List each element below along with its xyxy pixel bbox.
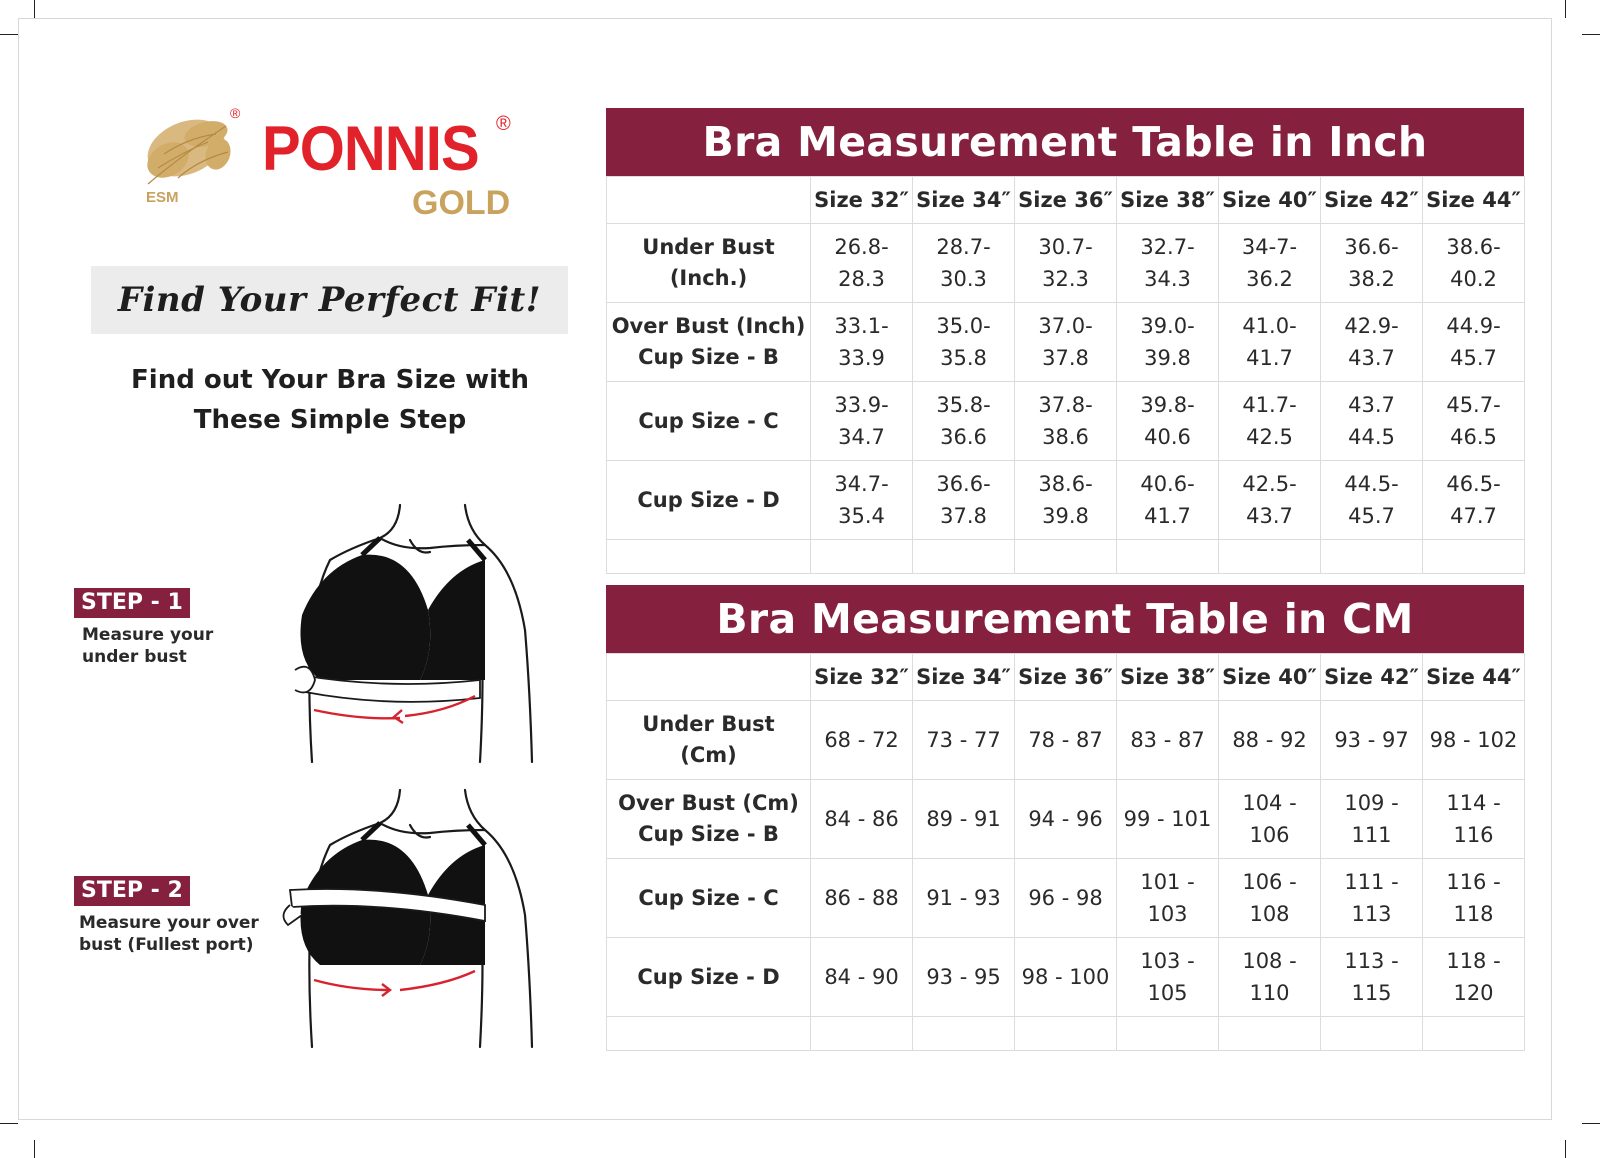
measurement-cell [811,224,913,303]
size-header: Size 36″ [1015,177,1117,224]
table-row [607,859,1525,938]
measurement-cell [1423,859,1525,938]
row-label-line: Under Bust [642,712,775,736]
measurement-line: 44.5- [1344,472,1399,496]
measurement-cell [1015,224,1117,303]
inch-table-grid [606,176,1525,574]
measurement-line: 34.7 [838,425,885,449]
measurement-line: 28.7- [936,235,991,259]
measurement-line: 35.8 [940,346,987,370]
step-2-description [79,912,259,956]
size-header: Size 32″ [811,177,913,224]
crop-mark [34,1140,35,1158]
measurement-cell [811,701,913,780]
table-row [607,382,1525,461]
measurement-line: 84 - 86 [824,807,899,831]
step-desc-line: under bust [82,647,187,667]
measurement-line: 113 - 115 [1344,949,1399,1005]
measurement-line: 36.2 [1246,267,1293,291]
measurement-cell [1321,780,1423,859]
measurement-line: 116 - 118 [1446,870,1501,926]
measurement-line: 109 - 111 [1344,791,1399,847]
measurement-cell [1015,303,1117,382]
size-header: Size 44″ [1423,654,1525,701]
measurement-line: 39.8- [1140,393,1195,417]
measurement-cell [1117,938,1219,1017]
measurement-cell [1015,859,1117,938]
row-label [607,859,811,938]
measurement-line: 40.6- [1140,472,1195,496]
measurement-cell [1423,701,1525,780]
row-label-line: Cup Size - D [637,487,780,512]
header-row [607,654,1525,701]
measurement-cell [1015,701,1117,780]
measurement-line: 96 - 98 [1028,886,1103,910]
corner-cell [607,177,811,224]
measurement-line: 39.8 [1042,504,1089,528]
measurement-line: 86 - 88 [824,886,899,910]
measurement-cell [913,859,1015,938]
measurement-line: 37.0- [1038,314,1093,338]
measurement-cell [1321,303,1423,382]
inch-table-title: Bra Measurement Table in Inch [606,108,1524,176]
size-header: Size 44″ [1423,177,1525,224]
measurement-cell [1321,701,1423,780]
measurement-cell [1219,859,1321,938]
measurement-line: 35.8- [936,393,991,417]
row-label [607,701,811,780]
size-header: Size 42″ [1321,177,1423,224]
blank-cell [1423,540,1525,574]
cm-table-grid [606,653,1525,1051]
measurement-line: 98 - 100 [1021,965,1110,989]
table-row [607,780,1525,859]
measurement-cell [1219,780,1321,859]
size-header: Size 32″ [811,654,913,701]
measurement-cell [1219,461,1321,540]
table-row [607,224,1525,303]
measurement-line: 91 - 93 [926,886,1001,910]
measurement-line: 40.6 [1144,425,1191,449]
measurement-cell [1015,461,1117,540]
measurement-cell [1423,224,1525,303]
measurement-line: 108 - 110 [1242,949,1297,1005]
row-label-line: Over Bust (Inch) [611,314,806,338]
measurement-line: 32.7- [1140,235,1195,259]
step-desc-line: Measure your [82,625,214,645]
measurement-line: 83 - 87 [1130,728,1205,752]
measurement-line: 73 - 77 [926,728,1001,752]
measurement-cell [811,859,913,938]
measurement-line: 45.7- [1446,393,1501,417]
measurement-line: 93 - 97 [1334,728,1409,752]
measurement-line: 38.2 [1348,267,1395,291]
size-header: Size 38″ [1117,654,1219,701]
measurement-line: 93 - 95 [926,965,1001,989]
measurement-line: 33.9- [834,393,889,417]
blank-cell [1117,1017,1219,1051]
measurement-cell [913,303,1015,382]
size-header: Size 36″ [1015,654,1117,701]
measurement-line: 44.5 [1348,425,1395,449]
row-label [607,938,811,1017]
blank-cell [1117,540,1219,574]
measurement-cell [1321,224,1423,303]
measurement-cell [1015,938,1117,1017]
table-row [607,701,1525,780]
measurement-line: 37.8 [1042,346,1089,370]
size-header: Size 42″ [1321,654,1423,701]
measurement-line: 36.6- [936,472,991,496]
measurement-cell [913,938,1015,1017]
size-header: Size 40″ [1219,654,1321,701]
measurement-line: 39.0- [1140,314,1195,338]
measurement-line: 30.3 [940,267,987,291]
measurement-cell [1015,382,1117,461]
measurement-cell [1117,382,1219,461]
row-label-line: Cup Size - C [638,885,779,910]
measurement-cell [811,780,913,859]
measurement-cell [913,780,1015,859]
measurement-line: 38.6- [1446,235,1501,259]
measurement-cell [811,938,913,1017]
measurement-line: 84 - 90 [824,965,899,989]
measurement-line: 28.3 [838,267,885,291]
measurement-cell [811,461,913,540]
row-label-line: Cup Size - C [638,408,779,433]
measurement-cell [1219,303,1321,382]
measurement-cell [1423,780,1525,859]
blank-cell [607,1017,811,1051]
leaf-registered-mark: ® [230,105,241,121]
measurement-cell [1117,461,1219,540]
row-label-line: (Cm) [680,743,737,767]
measurement-line: 35.4 [838,504,885,528]
measurement-line: 42.9- [1344,314,1399,338]
measurement-line: 40.2 [1450,267,1497,291]
size-header: Size 34″ [913,177,1015,224]
blank-cell [607,540,811,574]
row-label-line: Cup Size - B [638,822,779,846]
measurement-line: 114 - 116 [1446,791,1501,847]
measurement-cell [1423,461,1525,540]
brand-esm-mark: ESM [146,189,179,206]
measurement-line: 99 - 101 [1123,807,1212,831]
measurement-line: 68 - 72 [824,728,899,752]
blank-cell [811,540,913,574]
measurement-cell [1321,461,1423,540]
measurement-line: 35.0- [936,314,991,338]
measurement-line: 39.8 [1144,346,1191,370]
crop-mark [0,34,18,35]
measurement-line: 44.9- [1446,314,1501,338]
measurement-cell [1219,224,1321,303]
size-header: Size 38″ [1117,177,1219,224]
measurement-line: 43.7 [1348,346,1395,370]
measurement-cell [1321,859,1423,938]
measurement-cell [1423,303,1525,382]
step-2-badge: STEP - 2 [74,876,190,906]
measurement-line: 78 - 87 [1028,728,1103,752]
measurement-line: 38.6 [1042,425,1089,449]
measurement-line: 101 - 103 [1140,870,1195,926]
measurement-cell [1219,938,1321,1017]
blank-cell [1015,540,1117,574]
measurement-line: 89 - 91 [926,807,1001,831]
subhead-line: Find out Your Bra Size with [131,365,529,395]
table-row [607,303,1525,382]
measurement-line: 94 - 96 [1028,807,1103,831]
measurement-cell [811,303,913,382]
row-label [607,303,811,382]
measurement-cell [913,224,1015,303]
measurement-line: 34-7- [1241,235,1298,259]
measurement-cell [1321,382,1423,461]
subhead-line: These Simple Step [193,405,467,435]
measurement-cell [1321,938,1423,1017]
brand-sub: GOLD [412,184,511,222]
blank-cell [1321,1017,1423,1051]
measurement-cell [1015,780,1117,859]
measurement-line: 41.0- [1242,314,1297,338]
blank-cell [1015,1017,1117,1051]
measurement-line: 37.8- [1038,393,1093,417]
measurement-line: 41.7- [1242,393,1297,417]
measurement-line: 46.5- [1446,472,1501,496]
measurement-line: 106 - 108 [1242,870,1297,926]
subhead [100,360,560,440]
measurement-cell [1117,303,1219,382]
measurement-line: 42.5 [1246,425,1293,449]
measurement-line: 36.6- [1344,235,1399,259]
header-row [607,177,1525,224]
measurement-cell [913,701,1015,780]
size-header: Size 34″ [913,654,1015,701]
crop-mark [0,1123,18,1124]
measurement-cell [1423,382,1525,461]
measurement-line: 41.7 [1144,504,1191,528]
measurement-line: 41.7 [1246,346,1293,370]
measurement-line: 26.8- [834,235,889,259]
crop-mark [1582,1123,1600,1124]
size-header: Size 40″ [1219,177,1321,224]
measurement-line: 45.7 [1450,346,1497,370]
tagline-box [91,266,568,334]
measurement-line: 118 - 120 [1446,949,1501,1005]
cm-table-title: Bra Measurement Table in CM [606,585,1524,653]
overbust-measure-illustration [280,785,550,1050]
measurement-line: 33.1- [834,314,889,338]
measurement-line: 88 - 92 [1232,728,1307,752]
measurement-line: 38.6- [1038,472,1093,496]
crop-mark [1582,34,1600,35]
measurement-line: 30.7- [1038,235,1093,259]
measurement-cell [1219,382,1321,461]
blank-cell [1219,1017,1321,1051]
measurement-line: 111 - 113 [1344,870,1399,926]
measurement-line: 36.6 [940,425,987,449]
crop-mark [34,0,35,18]
blank-cell [913,540,1015,574]
step-1-description [82,624,213,668]
table-row [607,938,1525,1017]
tagline: Find Your Perfect Fit! [117,280,542,320]
crop-mark [1565,0,1566,18]
measurement-cell [1117,224,1219,303]
measurement-cell [1117,780,1219,859]
measurement-line: 42.5- [1242,472,1297,496]
measurement-line: 34.3 [1144,267,1191,291]
measurement-line: 98 - 102 [1429,728,1518,752]
row-label-line: (Inch.) [669,266,748,290]
measurement-line: 32.3 [1042,267,1089,291]
measurement-cell [913,382,1015,461]
table-row [607,461,1525,540]
measurement-line: 47.7 [1450,504,1497,528]
measurement-cell [1219,701,1321,780]
cm-table [606,585,1524,1051]
step-1-badge: STEP - 1 [74,588,190,618]
measurement-line: 43.7 [1348,393,1395,417]
blank-row [607,540,1525,574]
corner-cell [607,654,811,701]
brand-name: PONNIS [262,114,479,184]
measurement-line: 33.9 [838,346,885,370]
measurement-line: 37.8 [940,504,987,528]
blank-cell [811,1017,913,1051]
row-label [607,780,811,859]
measurement-line: 103 - 105 [1140,949,1195,1005]
row-label [607,224,811,303]
row-label-line: Cup Size - D [637,964,780,989]
measurement-cell [1117,859,1219,938]
crop-mark [1565,1140,1566,1158]
measurement-line: 45.7 [1348,504,1395,528]
blank-cell [1321,540,1423,574]
blank-cell [1423,1017,1525,1051]
blank-cell [913,1017,1015,1051]
row-label [607,382,811,461]
measurement-line: 104 - 106 [1242,791,1297,847]
measurement-cell [811,382,913,461]
row-label-line: Under Bust [642,235,775,259]
wheat-leaf-icon [138,108,238,200]
row-label-line: Cup Size - B [638,345,779,369]
inch-table [606,108,1524,574]
step-desc-line: bust (Fullest port) [79,935,254,955]
row-label [607,461,811,540]
brand-registered-mark: ® [496,113,511,135]
measurement-line: 43.7 [1246,504,1293,528]
measurement-line: 46.5 [1450,425,1497,449]
measurement-line: 34.7- [834,472,889,496]
measurement-cell [913,461,1015,540]
step-desc-line: Measure your over [79,913,259,933]
measurement-cell [1117,701,1219,780]
row-label-line: Over Bust (Cm) [618,791,799,815]
blank-row [607,1017,1525,1051]
measurement-cell [1423,938,1525,1017]
underbust-measure-illustration [280,500,550,765]
blank-cell [1219,540,1321,574]
